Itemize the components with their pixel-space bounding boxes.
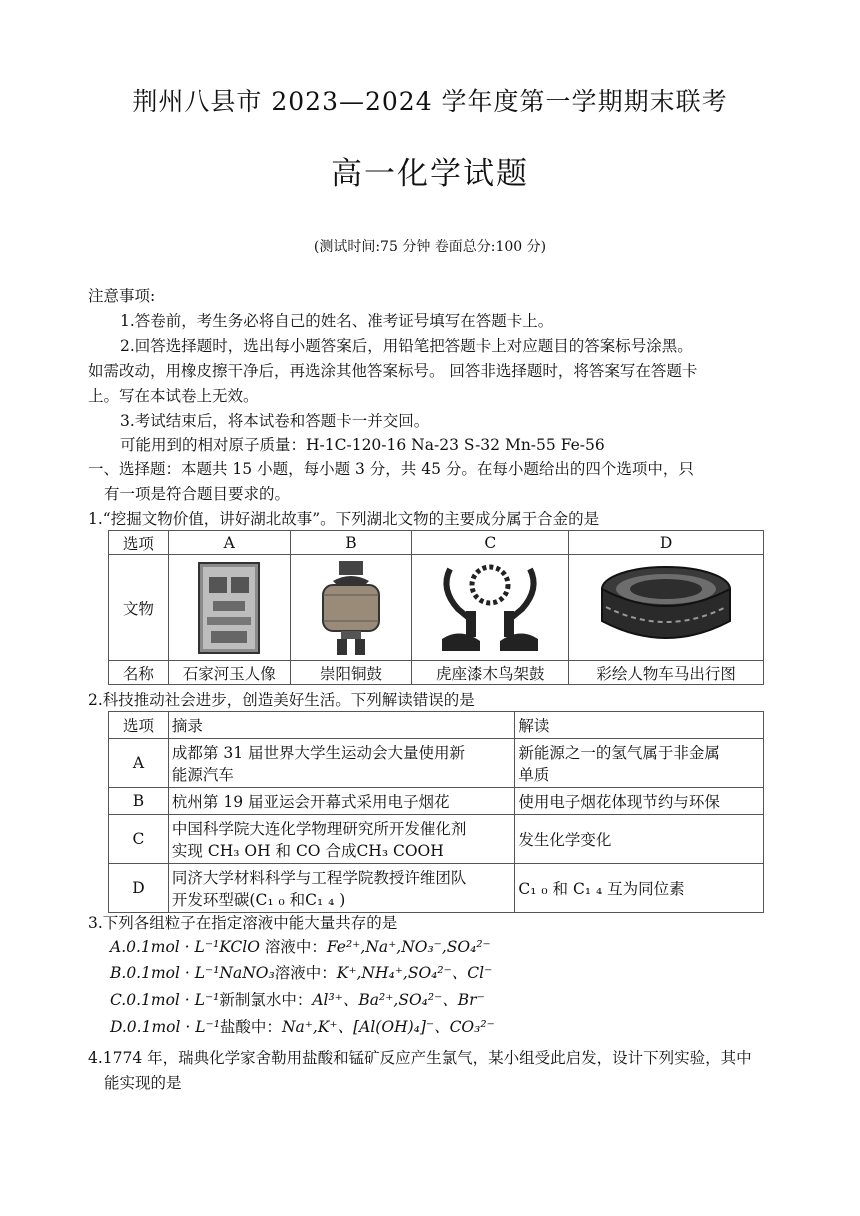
relic-name-b: 崇阳铜鼓 [290,661,412,685]
q1-header-label: 选项 [109,531,169,555]
q2-row-c-excerpt [168,815,514,864]
q3-stem: 3.下列各组粒子在指定溶液中能大量共存的是 [88,914,398,932]
q2-stem: 2.科技推动社会进步，创造美好生活。下列解读错误的是 [88,691,475,709]
q1-option-d: D [569,531,764,555]
notes-heading: 注意事项: [88,287,156,305]
q3-a-ions: Fe²⁺,Na⁺,NO₃⁻,SO₄²⁻ [326,938,491,956]
q1-option-b: B [290,531,412,555]
relic-name-a: 石家河玉人像 [168,661,290,685]
exam-title: 荆州八县市 2023—2024 学年度第一学期期末联考 [132,87,728,116]
subject-title: 高一化学试题 [331,156,529,192]
q1-stem: 1.“挖掘文物价值，讲好湖北故事”。下列湖北文物的主要成分属于合金的是 [88,510,600,528]
section1-line2: 有一项是符合题目要求的。 [104,485,291,503]
q3-option-d [110,1016,495,1038]
relic-image-b [290,555,412,661]
q2-row-d-excerpt-line1: 同济大学材料科学与工程学院教授许维团队 [171,869,467,887]
q2-row-d-excerpt-line2: 开发环型碳(C₁ ₀ 和C₁ ₄ ) [171,891,346,909]
q3-option-a [110,936,491,958]
q3-c-label: C.0.1mol · L⁻¹ [110,991,220,1009]
q2-row-c-excerpt-line2: 实现 CH₃ OH 和 CO 合成CH₃ COOH [171,842,444,860]
q2-row-b-reading: 使用电子烟花体现节约与环保 [515,788,764,815]
q2-row-b-excerpt: 杭州第 19 届亚运会开幕式采用电子烟花 [168,788,514,815]
q2-row-a-excerpt [168,739,514,788]
q2-row-c-reading: 发生化学变化 [515,815,764,864]
q2-row-d-reading: C₁ ₀ 和 C₁ ₄ 互为同位素 [515,864,764,913]
note-3: 3.考试结束后，将本试卷和答题卡一并交回。 [120,412,430,430]
q3-option-b [110,962,492,984]
relic-image-a [168,555,290,661]
q3-b-label: B.0.1mol · L⁻¹NaNO₃ [110,964,275,982]
exam-info: (测试时间:75 分钟 卷面总分:100 分) [313,239,547,255]
q3-a-cond: 溶液中： [264,938,327,956]
q2-row-a-reading-line2: 单质 [518,766,550,784]
q2-table [108,711,764,913]
q3-option-c [110,989,485,1011]
note-2-line1: 2.回答选择题时，选出每小题答案后，用铅笔把答题卡上对应题目的答案标号涂黑。 [120,337,693,355]
q3-a-label: A.0.1mol · L⁻¹KClO [110,938,260,956]
q3-c-ions: Al³⁺、Ba²⁺,SO₄²⁻、Br⁻ [312,991,485,1009]
note-2-line2: 如需改动，用橡皮擦干净后，再选涂其他答案标号。 回答非选择题时，将答案写在答题卡 [88,362,698,380]
note-2-line3: 上。写在本试卷上无效。 [88,387,259,405]
q2-row-a-option: A [109,739,169,788]
q3-d-ions: Na⁺,K⁺、[Al(OH)₄]⁻、CO₃²⁻ [281,1018,495,1036]
q2-row-b-option: B [109,788,169,815]
q1-name-label: 名称 [109,661,169,685]
q1-relic-label: 文物 [109,555,169,661]
q3-c-cond: 新制氯水中： [219,991,313,1009]
relic-image-c [412,555,569,661]
q2-row-a-excerpt-line2: 能源汽车 [171,766,234,784]
q3-d-cond: 盐酸中： [219,1018,282,1036]
q2-row-d-excerpt [168,864,514,913]
q2-header-excerpt: 摘录 [168,712,514,739]
q1-option-c: C [412,531,569,555]
q2-row-a-reading [515,739,764,788]
q1-option-a: A [168,531,290,555]
tiger-bird-drum-image [430,559,550,657]
note-1: 1.答卷前，考生务必将自己的姓名、准考证号填写在答题卡上。 [120,312,554,330]
relic-image-d [569,555,764,661]
q2-header-option: 选项 [109,712,169,739]
q3-b-ions: K⁺,NH₄⁺,SO₄²⁻、Cl⁻ [336,964,493,982]
q2-row-a-reading-line1: 新能源之一的氢气属于非金属 [518,744,720,762]
bronze-drum-image [311,559,391,657]
q2-row-c-option: C [109,815,169,864]
q2-row-c-excerpt-line1: 中国科学院大连化学物理研究所开发催化剂 [171,820,467,838]
q3-d-label: D.0.1mol · L⁻¹ [110,1018,220,1036]
q4-stem-line2: 能实现的是 [104,1074,182,1092]
q1-table [108,530,764,685]
lacquer-box-image [596,559,736,657]
q2-row-d-option: D [109,864,169,913]
relic-name-d: 彩绘人物车马出行图 [569,661,764,685]
q2-header-reading: 解读 [515,712,764,739]
q3-b-cond: 溶液中： [274,964,337,982]
q4-stem-line1: 4.1774 年，瑞典化学家舍勒用盐酸和锰矿反应产生氯气，某小组受此启发，设计下列实验，其中 [88,1049,752,1067]
atomic-masses: 可能用到的相对原子质量：H-1C-120-16 Na-23 S-32 Mn-55 Fe-56 [120,436,605,454]
jade-figure-image [189,559,269,657]
section1-line1: 一、选择题：本题共 15 小题，每小题 3 分，共 45 分。在每小题给出的四个选项中，只 [88,460,694,478]
q2-row-a-excerpt-line1: 成都第 31 届世界大学生运动会大量使用新 [171,744,466,762]
relic-name-c: 虎座漆木鸟架鼓 [412,661,569,685]
